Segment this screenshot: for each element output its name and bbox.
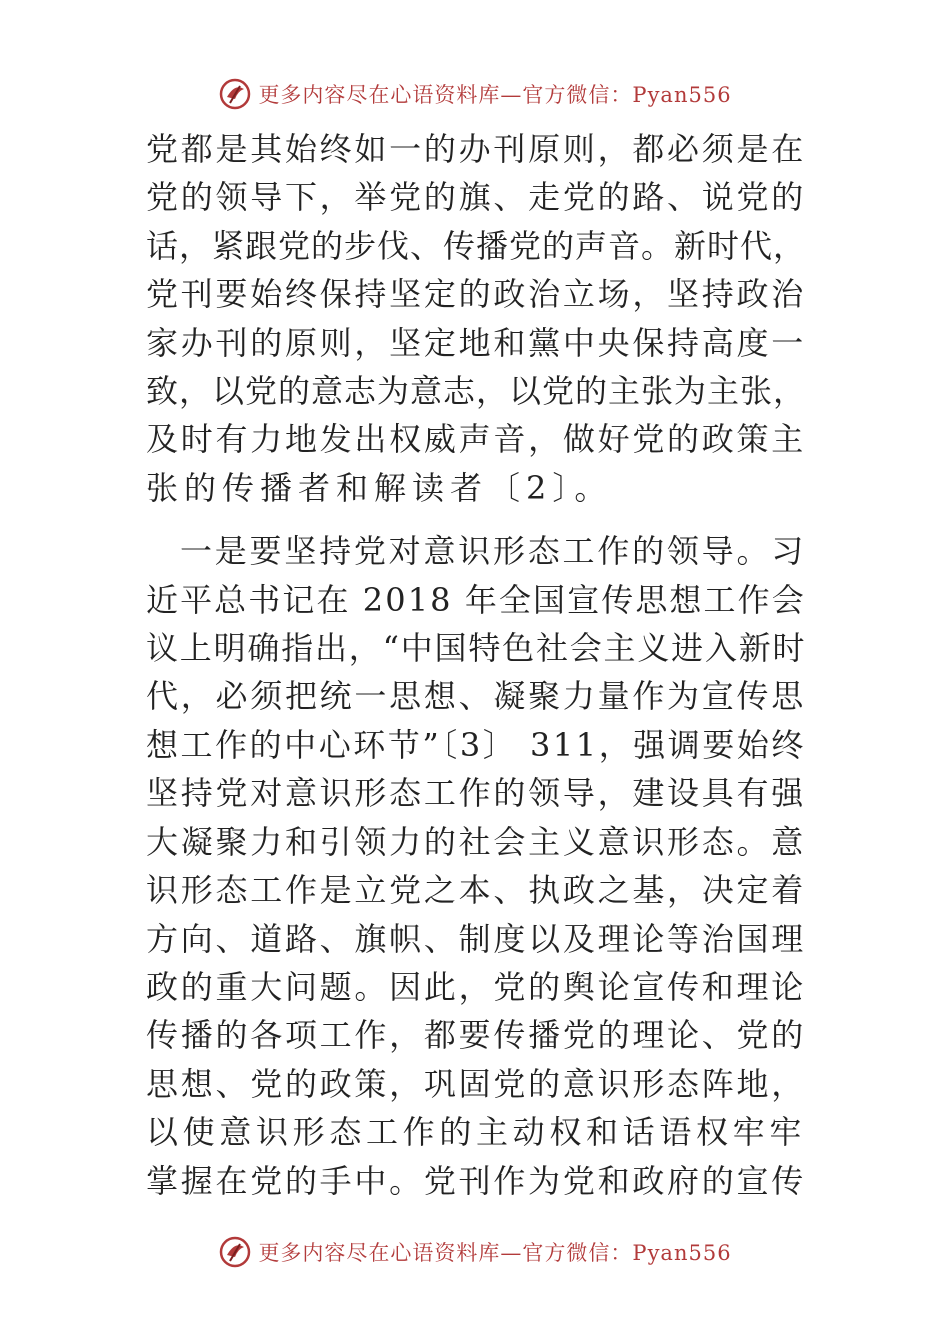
footer-watermark-banner [0,1228,950,1276]
text-line: 政的重大问题。因此，党的舆论宣传和理论 [146,967,807,1006]
text-line: 及时有力地发出权威声音，做好党的政策主 [146,420,807,459]
text-line: 方向、道路、旗帜、制度以及理论等治国理 [146,919,807,958]
text-line: 代，必须把统一思想、凝聚力量作为宣传思 [146,677,807,716]
paragraph-1 [146,125,806,512]
document-body [146,125,806,1205]
text-line: 张的传播者和解读者〔2〕。 [146,468,613,507]
banner-text: 更多内容尽在心语资料库—官方微信：Pyan556 [258,1241,732,1265]
text-line: 近平总书记在 2018 年全国宣传思想工作会 [146,580,806,619]
text-line: 思想、党的政策，巩固党的意识形态阵地， [146,1064,807,1103]
text-line: 传播的各项工作，都要传播党的理论、党的 [146,1016,807,1055]
text-line: 党的领导下，举党的旗、走党的路、说党的 [146,178,807,217]
text-line: 大凝聚力和引领力的社会主义意识形态。意 [146,822,807,861]
text-line: 一是要坚持党对意识形态工作的领导。习 [180,532,807,571]
text-line: 家办刊的原则，坚定地和黨中央保持高度一 [146,323,807,362]
header-watermark-banner [0,70,950,118]
text-line: 议上明确指出，“中国特色社会主义进入新时 [146,629,807,668]
text-line: 想工作的中心环节”〔3〕 311，强调要始终 [146,725,806,764]
logo-icon [218,1235,252,1269]
text-line: 话，紧跟党的步伐、传播党的声音。新时代， [146,226,807,265]
banner-text: 更多内容尽在心语资料库—官方微信：Pyan556 [258,83,732,107]
text-line: 掌握在党的手中。党刊作为党和政府的宣传 [146,1161,807,1200]
text-line: 致，以党的意志为意志，以党的主张为主张， [146,372,807,411]
text-line: 党都是其始终如一的办刊原则，都必须是在 [146,130,807,168]
text-line: 识形态工作是立党之本、执政之基，决定着 [146,871,807,910]
text-line: 坚持党对意识形态工作的领导，建设具有强 [146,774,807,813]
paragraph-2 [146,527,806,1205]
text-line: 以使意识形态工作的主动权和话语权牢牢 [146,1113,807,1152]
text-line: 党刊要始终保持坚定的政治立场，坚持政治 [146,275,807,314]
logo-icon [218,77,252,111]
